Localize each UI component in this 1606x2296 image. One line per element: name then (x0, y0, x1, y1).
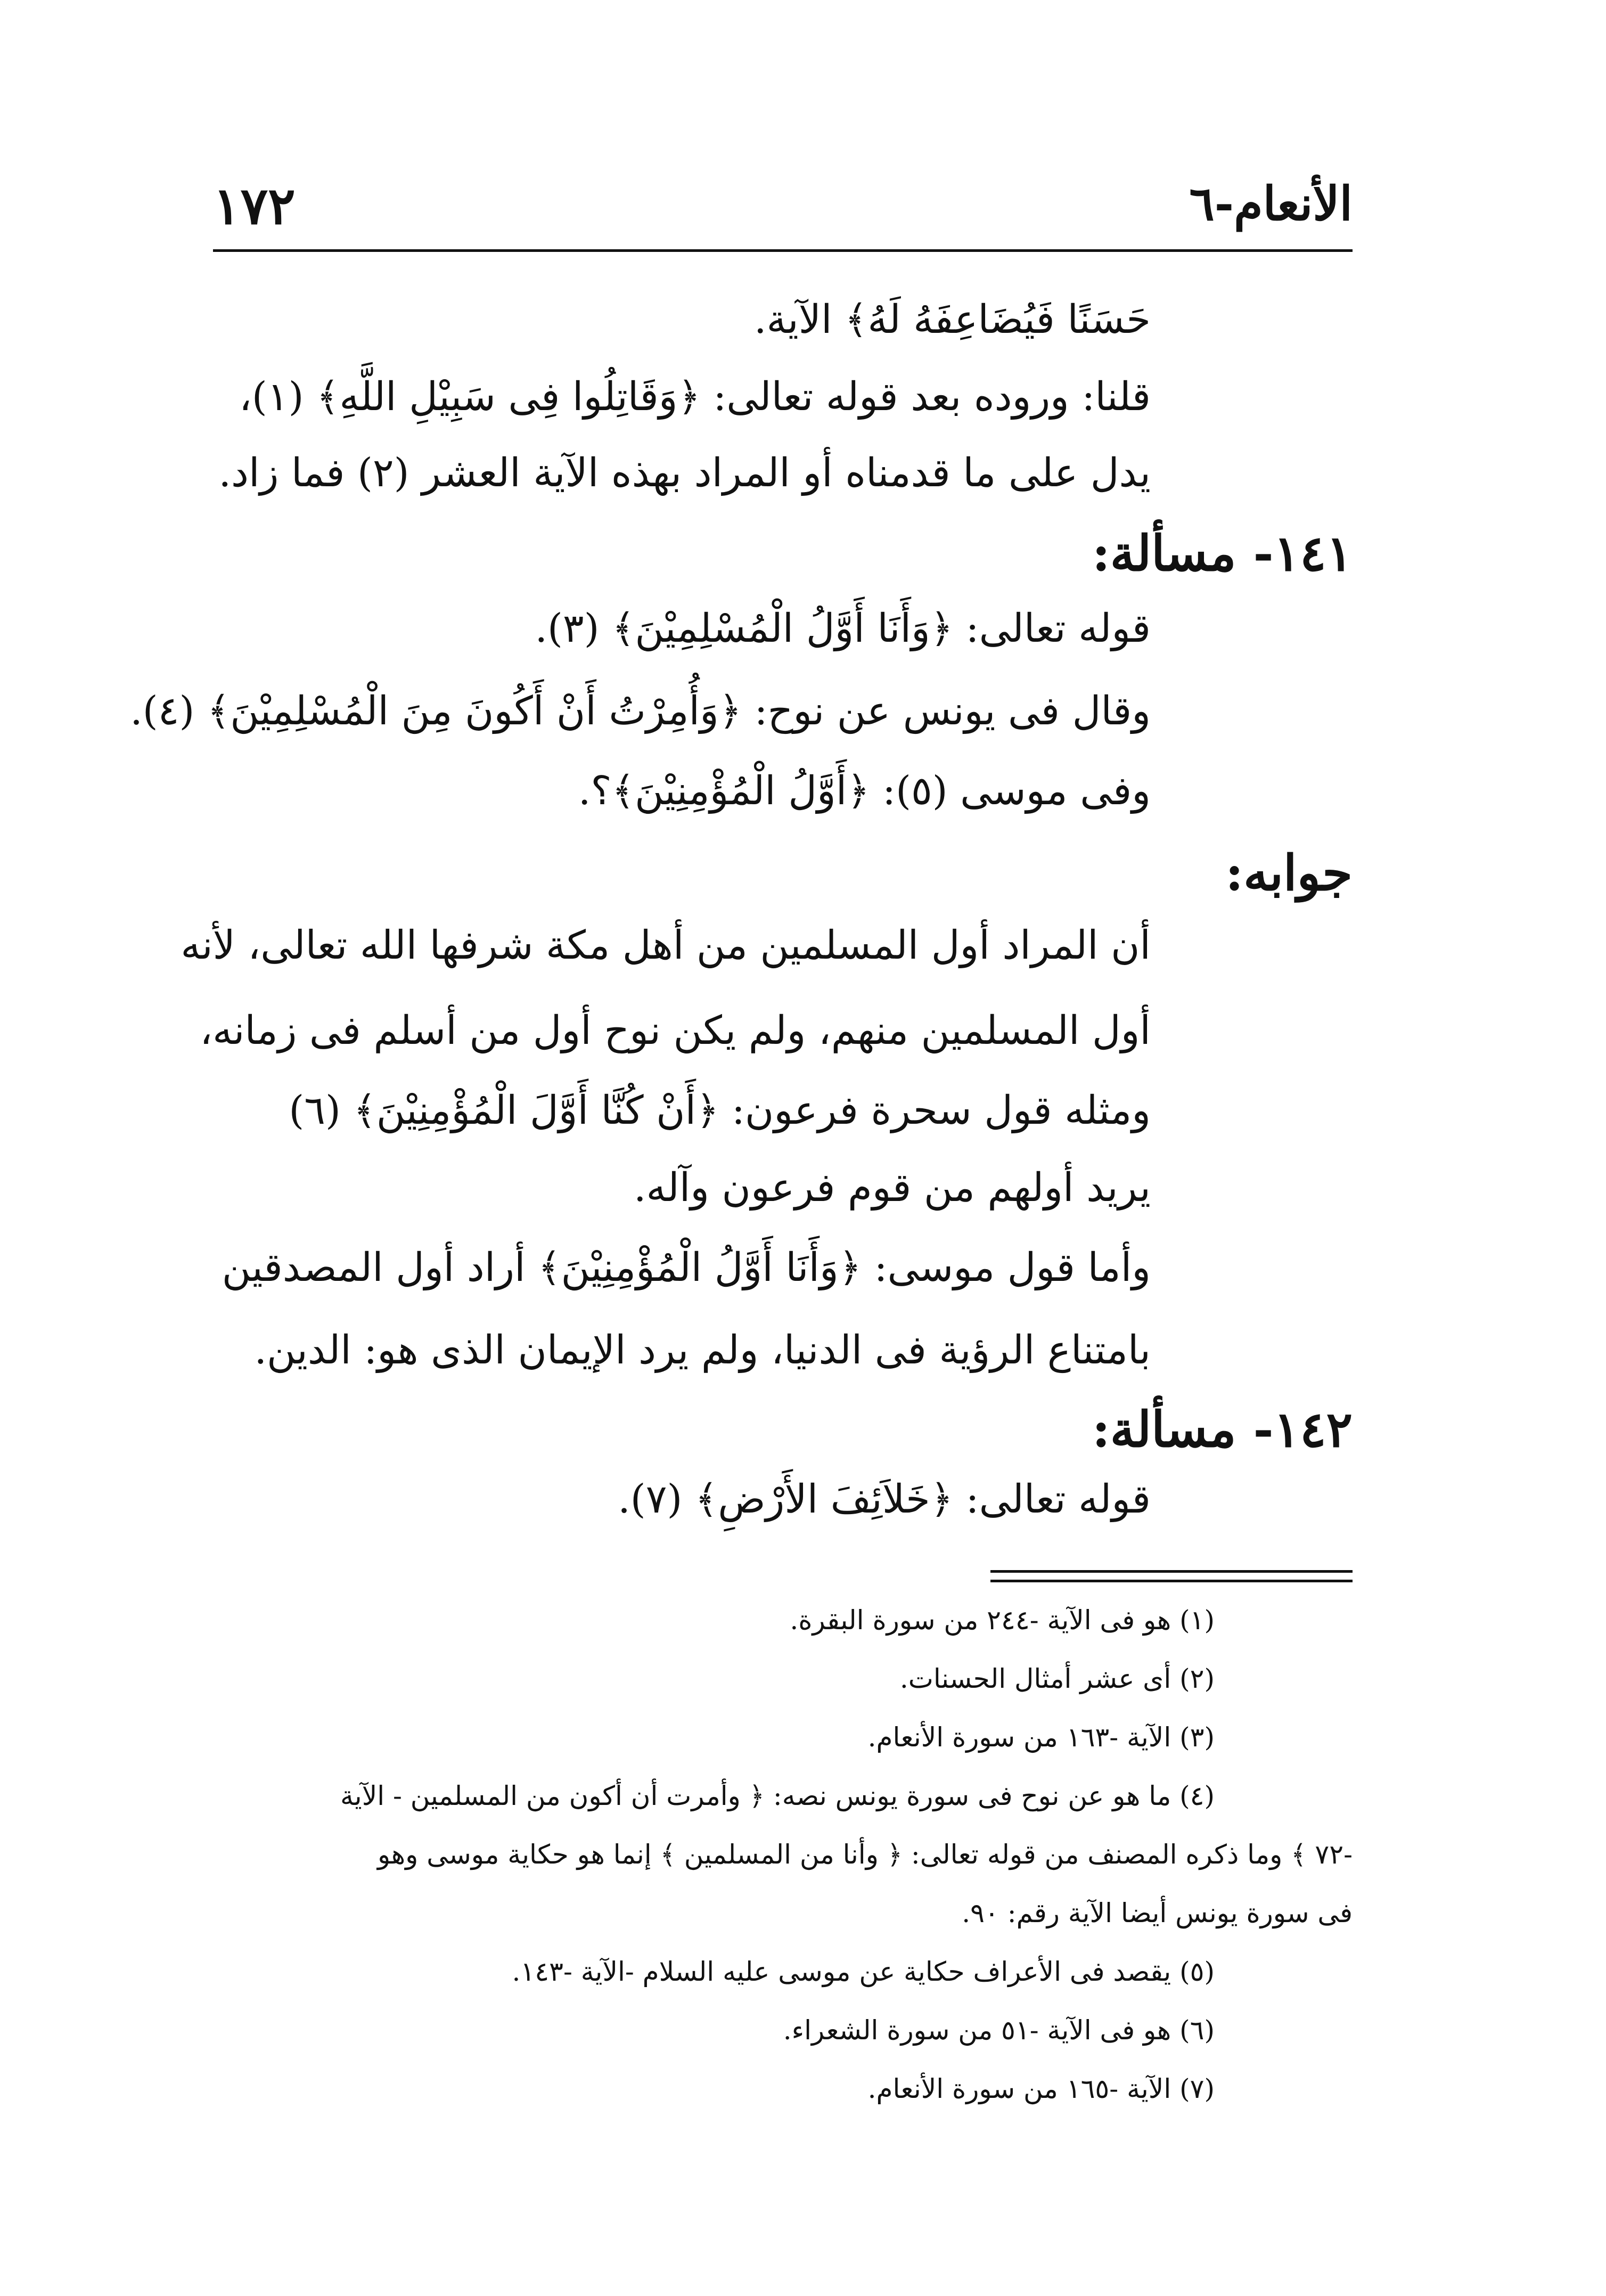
body-line: يدل على ما قدمناه أو المراد بهذه الآية العشر (٢) فما زاد. (218, 450, 1151, 496)
body-line: أن المراد أول المسلمين من أهل مكة شرفها الله تعالى، لأنه (181, 922, 1151, 968)
footnote-rule (990, 1570, 1353, 1573)
body-line: قوله تعالى: ﴿وَأَنَا أَوَّلُ الْمُسْلِمِيْنَ﴾ (٣). (535, 606, 1151, 651)
page-header (213, 176, 1353, 256)
body-line: حَسَنًا فَيُضَاعِفَهُ لَهُ﴾ الآية. (753, 297, 1151, 342)
footnote-rule (990, 1580, 1353, 1582)
footnote: (١) هو فى الآية -٢٤٤ من سورة البقرة. (790, 1605, 1215, 1636)
section-heading-142: ١٤٢- مسألة: (1092, 1401, 1353, 1458)
body-line: ومثله قول سحرة فرعون: ﴿أَنْ كُنَّا أَوَّلَ الْمُؤْمِنِيْنَ﴾ (٦) (289, 1088, 1151, 1133)
body-line: يريد أولهم من قوم فرعون وآله. (633, 1165, 1151, 1211)
footnote: (٥) يقصد فى الأعراف حكاية عن موسى عليه السلام -الآية -١٤٣. (512, 1956, 1215, 1987)
body-line: وفى موسى (٥): ﴿أَوَّلُ الْمُؤْمِنِيْنَ﴾؟. (578, 768, 1151, 814)
footnote: فى سورة يونس أيضا الآية رقم: ٩٠. (962, 1898, 1353, 1929)
body-line: بامتناع الرؤية فى الدنيا، ولم يرد الإيمان الذى هو: الدين. (254, 1327, 1151, 1373)
body-line: قوله تعالى: ﴿خَلاَئِفَ الأَرْضِ﴾ (٧). (618, 1476, 1151, 1522)
body-line: أول المسلمين منهم، ولم يكن نوح أول من أسلم فى زمانه، (200, 1008, 1151, 1053)
section-heading-141: ١٤١- مسألة: (1092, 525, 1353, 582)
footnote: -٧٢ ﴾ وما ذكره المصنف من قوله تعالى: ﴿ وأنا من المسلمين ﴾ إنما هو حكاية موسى وهو (377, 1839, 1353, 1870)
body-line: قلنا: وروده بعد قوله تعالى: ﴿وَقَاتِلُوا فِى سَبِيْلِ اللَّهِ﴾ (١)، (239, 374, 1151, 420)
footnote: (٣) الآية -١٦٣ من سورة الأنعام. (867, 1722, 1215, 1753)
body-line: وأما قول موسى: ﴿وَأَنَا أَوَّلُ الْمُؤْمِنِيْنَ﴾ أراد أول المصدقين (222, 1245, 1151, 1290)
body-line: وقال فى يونس عن نوح: ﴿وَأُمِرْتُ أَنْ أَكُونَ مِنَ الْمُسْلِمِيْنَ﴾ (٤). (130, 688, 1151, 734)
footnote: (٢) أى عشر أمثال الحسنات. (899, 1663, 1215, 1694)
answer-label: جوابه: (1225, 844, 1353, 902)
footnote: (٦) هو فى الآية -٥١ من سورة الشعراء. (783, 2015, 1215, 2046)
chapter-title: الأنعام-٦ (1189, 176, 1353, 231)
footnote: (٤) ما هو عن نوح فى سورة يونس نصه: ﴿ وأمرت أن أكون من المسلمين - الآية (340, 1780, 1215, 1811)
header-rule (213, 249, 1353, 252)
page-number: ١٧٢ (213, 176, 296, 236)
footnote: (٧) الآية -١٦٥ من سورة الأنعام. (867, 2073, 1215, 2104)
